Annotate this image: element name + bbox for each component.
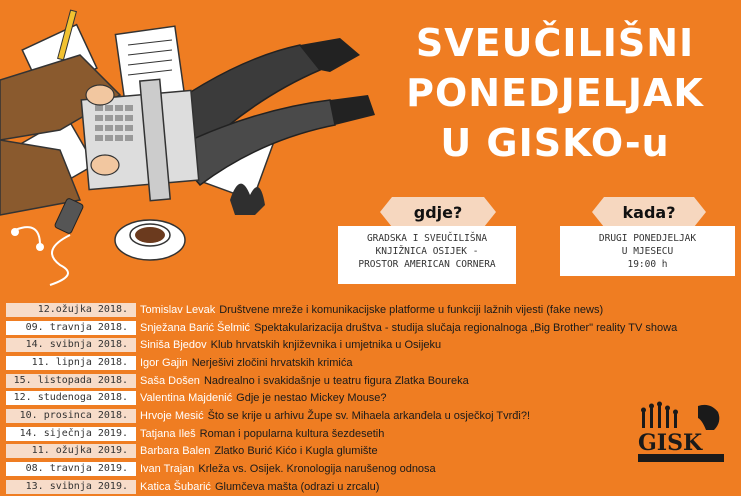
- schedule-date: 11. lipnja 2018.: [6, 356, 136, 370]
- schedule-topic: Društvene mreže i komunikacijske platforme u funkciji lažnih vijesti (fake news): [219, 303, 604, 316]
- svg-text:GISK: GISK: [638, 430, 703, 456]
- schedule-date: 14. svibnja 2018.: [6, 338, 136, 352]
- schedule-topic: Spektakularizacija društva - studija slučaja regionalnoga „Big Brother" reality TV showa: [254, 321, 678, 334]
- schedule-row: [0, 354, 741, 372]
- schedule-date: 15. listopada 2018.: [6, 374, 136, 388]
- schedule-topic: Nerješivi zločini hrvatskih krimića: [191, 356, 353, 369]
- schedule-date: 08. travnja 2019.: [6, 462, 136, 476]
- schedule-topic: Što se krije u arhivu Župe sv. Mihaela arkanđela u osječkoj Tvrđi?!: [207, 409, 530, 422]
- schedule-speaker: Tatjana Ileš: [140, 427, 196, 440]
- schedule-date: 10. prosinca 2018.: [6, 409, 136, 423]
- schedule-speaker: Igor Gajin: [140, 356, 188, 369]
- schedule-date: 11. ožujka 2019.: [6, 444, 136, 458]
- schedule-speaker: Saša Došen: [140, 374, 200, 387]
- schedule-date: 14. siječnja 2019.: [6, 427, 136, 441]
- title-line-1: SVEUČILIŠNI: [415, 21, 695, 65]
- when-info: DRUGI PONEDJELJAK U MJESECU 19:00 h: [560, 226, 735, 276]
- title-line-3: U GISKO-u: [440, 121, 670, 165]
- schedule-row: [0, 319, 741, 337]
- poster-title: [400, 18, 710, 168]
- title-line-2: PONEDJELJAK: [406, 71, 704, 115]
- schedule-topic: Krleža vs. Osijek. Kronologija narušenog odnosa: [198, 463, 436, 476]
- schedule-row: [0, 301, 741, 319]
- headphones-icon: [11, 227, 44, 251]
- schedule-row: [0, 460, 741, 478]
- schedule-speaker: Valentina Majdenić: [140, 392, 233, 405]
- schedule-speaker: Siniša Bjedov: [140, 339, 207, 352]
- schedule-topic: Nadrealno i svakidašnje u teatru figura Zlatka Boureka: [203, 374, 469, 387]
- lecture-schedule: [0, 301, 741, 496]
- schedule-date: 13. svibnja 2019.: [6, 480, 136, 494]
- when-label: kada?: [604, 197, 694, 227]
- schedule-speaker: Tomislav Levak: [140, 303, 216, 316]
- schedule-topic: Klub hrvatskih književnika i umjetnika u Osijeku: [210, 339, 442, 352]
- schedule-speaker: Hrvoje Mesić: [140, 409, 204, 422]
- schedule-row: [0, 372, 741, 390]
- schedule-row: [0, 389, 741, 407]
- schedule-speaker: Ivan Trajan: [140, 463, 195, 476]
- schedule-speaker: Katica Šubarić: [140, 480, 211, 493]
- schedule-speaker: Snježana Barić Šelmić: [140, 321, 251, 334]
- schedule-row: [0, 478, 741, 496]
- schedule-topic: Gdje je nestao Mickey Mouse?: [236, 392, 387, 405]
- coffee-cup-icon: [115, 220, 185, 260]
- schedule-row: [0, 425, 741, 443]
- where-info: GRADSKA I SVEUČILIŠNA KNJIŽNICA OSIJEK - PROSTOR AMERICAN CORNERA: [338, 226, 516, 284]
- schedule-speaker: Barbara Balen: [140, 445, 211, 458]
- schedule-date: 12.ožujka 2018.: [6, 303, 136, 317]
- schedule-date: 12. studenoga 2018.: [6, 391, 136, 405]
- schedule-date: 09. travnja 2018.: [6, 321, 136, 335]
- schedule-row: [0, 336, 741, 354]
- where-label: gdje?: [392, 197, 484, 227]
- schedule-row: [0, 407, 741, 425]
- schedule-topic: Roman i popularna kultura šezdesetih: [199, 427, 385, 440]
- schedule-topic: Zlatko Burić Kićo i Kugla glumište: [214, 445, 378, 458]
- schedule-row: [0, 443, 741, 461]
- gisko-logo-icon: [636, 400, 728, 464]
- schedule-topic: Glumčeva mašta (odrazi u zrcalu): [214, 480, 380, 493]
- phone-icon: [50, 198, 84, 285]
